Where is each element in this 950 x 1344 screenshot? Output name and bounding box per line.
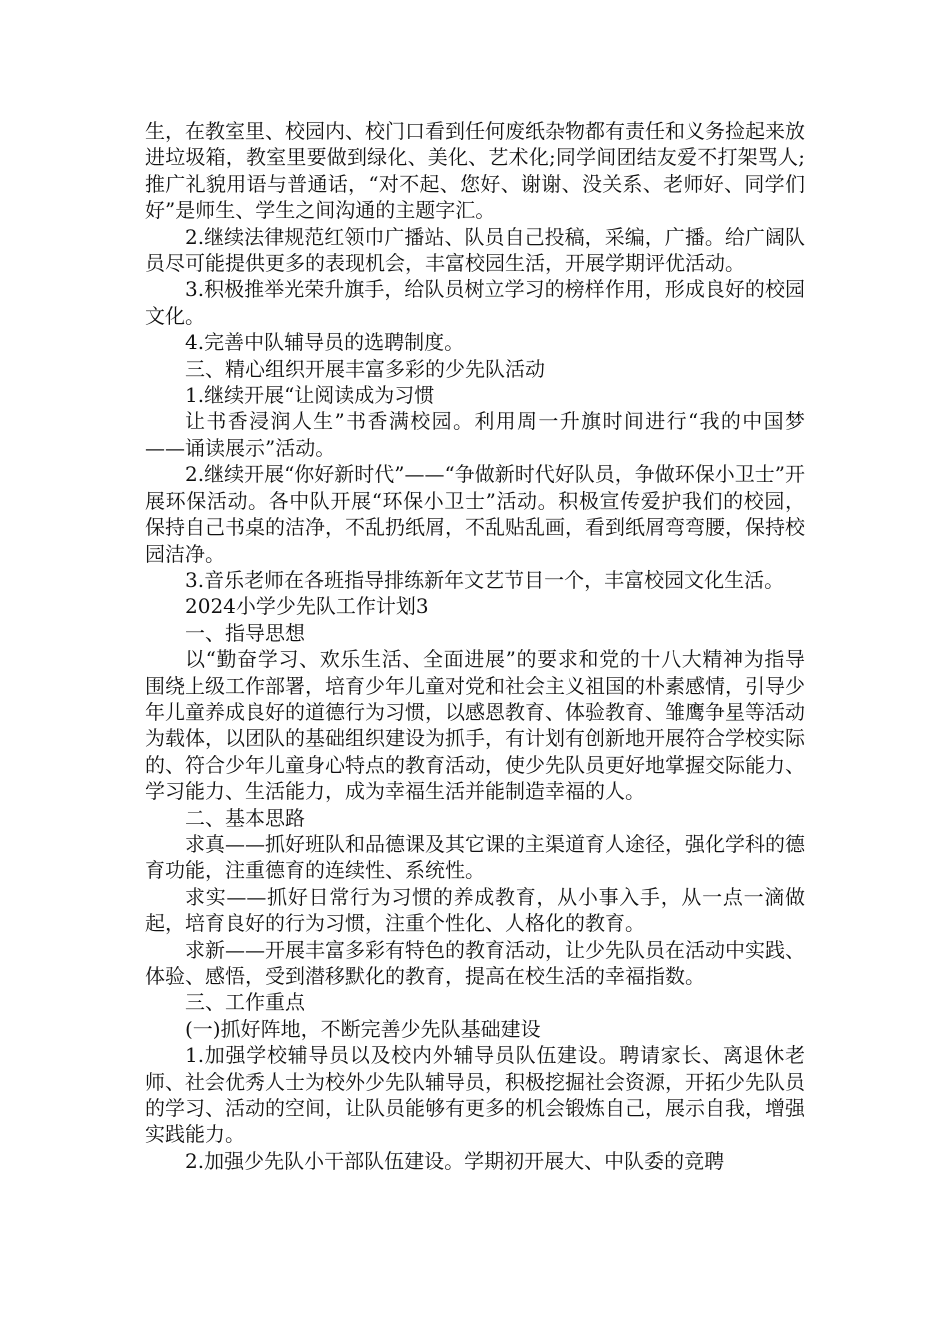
paragraph: 4.完善中队辅导员的选聘制度。 — [185, 330, 465, 355]
paragraph: 以“勤奋学习、欢乐生活、全面进展”的要求和党的十八大精神为指导围绕上级工作部署，培育少年儿童对党和社会主义祖国的朴素感情，引导少年儿童养成良好的道德行为习惯，以感恩教育、体验教育、雏鹰争星等活动为载体，以团队的基础组织建设为抓手，有计划有创新地开展符合学校实际的、符合少年儿童身心特点的教育活动，使少先队员更好地掌握交际能力、学习能力、生活能力，成为幸福生活并能制造幸福的人。 — [145, 647, 805, 804]
section-heading: 三、精心组织开展丰富多彩的少先队活动 — [185, 356, 545, 381]
paragraph: 1.加强学校辅导员以及校内外辅导员队伍建设。聘请家长、离退休老师、社会优秀人士为校外少先队辅导员，积极挖掘社会资源，开拓少先队员的学习、活动的空间，让队员能够有更多的机会锻炼自己，展示自我，增强实践能力。 — [145, 1043, 805, 1147]
paragraph: 2.继续开展“你好新时代”——“争做新时代好队员，争做环保小卫士”开展环保活动。各中队开展“环保小卫士”活动。积极宣传爱护我们的校园，保持自己书桌的洁净，不乱扔纸屑，不乱贴乱画，看到纸屑弯弯腰，保持校园洁净。 — [145, 462, 805, 566]
subsection-heading: (一)抓好阵地，不断完善少先队基础建设 — [185, 1016, 541, 1041]
paragraph: 3.音乐老师在各班指导排练新年文艺节目一个，丰富校园文化生活。 — [185, 567, 785, 592]
section-heading: 二、基本思路 — [185, 805, 305, 830]
document-page — [145, 118, 805, 1174]
document-title: 2024小学少先队工作计划3 — [185, 594, 429, 619]
section-heading: 一、指导思想 — [185, 620, 305, 645]
paragraph: 2.继续法律规范红领巾广播站、队员自己投稿，采编，广播。给广阔队员尽可能提供更多的表现机会，丰富校园生活，开展学期评优活动。 — [145, 224, 805, 276]
paragraph: 1.继续开展“让阅读成为习惯 — [185, 383, 435, 408]
paragraph: 2.加强少先队小干部队伍建设。学期初开展大、中队委的竞聘 — [185, 1148, 725, 1173]
paragraph: 生，在教室里、校园内、校门口看到任何废纸杂物都有责任和义务捡起来放进垃圾箱，教室里要做到绿化、美化、艺术化;同学间团结友爱不打架骂人;推广礼貌用语与普通话，“对不起、您好、谢谢、没关系、老师好、同学们好”是师生、学生之间沟通的主题字汇。 — [145, 119, 805, 223]
paragraph: 求新——开展丰富多彩有特色的教育活动，让少先队员在活动中实践、体验、感悟，受到潜移默化的教育，提高在校生活的幸福指数。 — [145, 937, 805, 988]
paragraph: 求实——抓好日常行为习惯的养成教育，从小事入手，从一点一滴做起，培育良好的行为习惯，注重个性化、人格化的教育。 — [145, 884, 805, 936]
paragraph: 让书香浸润人生”书香满校园。利用周一升旗时间进行“我的中国梦——诵读展示”活动。 — [145, 409, 805, 460]
section-heading: 三、工作重点 — [185, 990, 305, 1015]
paragraph: 求真——抓好班队和品德课及其它课的主渠道育人途径，强化学科的德育功能，注重德育的连续性、系统性。 — [145, 831, 805, 883]
paragraph: 3.积极推举光荣升旗手，给队员树立学习的榜样作用，形成良好的校园文化。 — [145, 277, 805, 328]
